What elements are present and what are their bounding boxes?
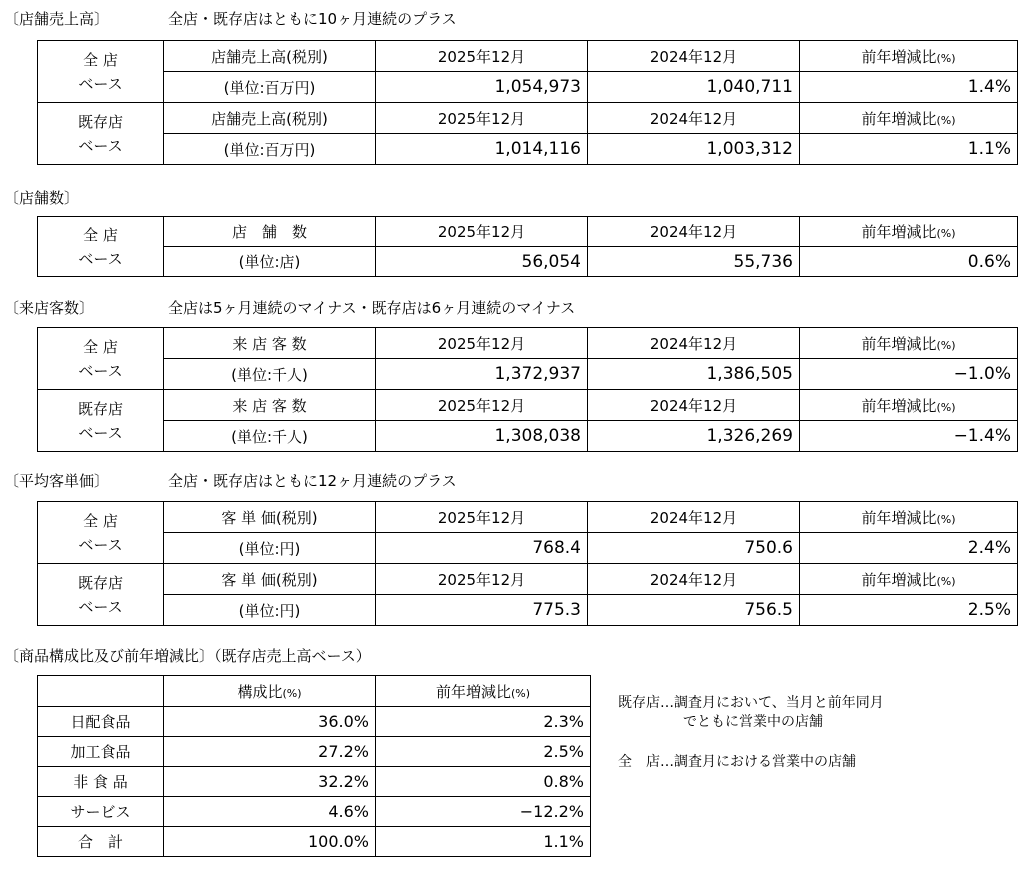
mix-total-share: 100.0% [164, 827, 376, 857]
note-existing-line2: でともに営業中の店舗 [683, 714, 823, 730]
col-yoy-header: 前年増減比(%) [800, 390, 1018, 421]
value-previous: 1,040,711 [588, 72, 800, 103]
value-current: 1,308,038 [376, 421, 588, 452]
col-current-header: 2025年12月 [376, 41, 588, 72]
base-cell: 全 店 ベース [38, 217, 164, 277]
avg-price-table [37, 501, 1018, 626]
value-previous: 750.6 [588, 533, 800, 564]
value-current: 1,372,937 [376, 359, 588, 390]
value-previous: 1,003,312 [588, 134, 800, 165]
metric-label: 店 舗 数 [164, 217, 376, 247]
unit-label: (単位:百万円) [164, 134, 376, 165]
mix-row-label: 加工食品 [38, 737, 164, 767]
col-yoy-header: 前年増減比(%) [800, 564, 1018, 595]
section-subtitle-avg-price: 全店・既存店はともに12ヶ月連続のプラス [168, 472, 457, 490]
col-current-header: 2025年12月 [376, 390, 588, 421]
note-all-stores: 全 店…調査月における営業中の店舗 [618, 754, 856, 770]
base-cell: 全 店 ベース [38, 328, 164, 390]
visitors-table [37, 327, 1018, 452]
note-existing-line1: 既存店…調査月において、当月と前年同月 [618, 695, 884, 711]
mix-row-label: 非 食 品 [38, 767, 164, 797]
col-current-header: 2025年12月 [376, 502, 588, 533]
value-yoy: 1.4% [800, 72, 1018, 103]
base-cell: 全 店 ベース [38, 41, 164, 103]
mix-row-yoy: 2.5% [376, 737, 591, 767]
value-yoy: −1.4% [800, 421, 1018, 452]
base-cell: 既存店 ベース [38, 564, 164, 626]
value-current: 1,014,116 [376, 134, 588, 165]
col-current-header: 2025年12月 [376, 103, 588, 134]
mix-total-yoy: 1.1% [376, 827, 591, 857]
unit-label: (単位:百万円) [164, 72, 376, 103]
value-yoy: 2.5% [800, 595, 1018, 626]
col-current-header: 2025年12月 [376, 564, 588, 595]
unit-label: (単位:千人) [164, 421, 376, 452]
col-previous-header: 2024年12月 [588, 217, 800, 247]
unit-label: (単位:千人) [164, 359, 376, 390]
mix-row-yoy: −12.2% [376, 797, 591, 827]
section-title-product-mix: 〔商品構成比及び前年増減比〕（既存店売上高ベース） [4, 647, 371, 665]
section-subtitle-visitors: 全店は5ヶ月連続のマイナス・既存店は6ヶ月連続のマイナス [168, 299, 576, 317]
metric-label: 来 店 客 数 [164, 328, 376, 359]
col-previous-header: 2024年12月 [588, 502, 800, 533]
unit-label: (単位:円) [164, 533, 376, 564]
metric-label: 店舗売上高(税別) [164, 103, 376, 134]
unit-label: (単位:円) [164, 595, 376, 626]
section-title-avg-price: 〔平均客単価〕 [4, 472, 110, 490]
value-previous: 1,326,269 [588, 421, 800, 452]
col-current-header: 2025年12月 [376, 328, 588, 359]
metric-label: 客 単 価(税別) [164, 564, 376, 595]
base-cell: 既存店 ベース [38, 390, 164, 452]
col-previous-header: 2024年12月 [588, 328, 800, 359]
unit-label: (単位:店) [164, 247, 376, 277]
mix-row-share: 32.2% [164, 767, 376, 797]
col-yoy-header: 前年増減比(%) [800, 328, 1018, 359]
mix-row-label: 日配食品 [38, 707, 164, 737]
metric-label: 店舗売上高(税別) [164, 41, 376, 72]
sales-table [37, 40, 1018, 165]
value-previous: 1,386,505 [588, 359, 800, 390]
col-previous-header: 2024年12月 [588, 564, 800, 595]
mix-header-yoy: 前年増減比(%) [376, 676, 591, 707]
stores-table [37, 216, 1018, 277]
value-current: 56,054 [376, 247, 588, 277]
metric-label: 来 店 客 数 [164, 390, 376, 421]
mix-row-label: サービス [38, 797, 164, 827]
col-yoy-header: 前年増減比(%) [800, 502, 1018, 533]
value-yoy: 2.4% [800, 533, 1018, 564]
section-title-visitors: 〔来店客数〕 [4, 299, 95, 317]
mix-row-yoy: 2.3% [376, 707, 591, 737]
mix-row-share: 36.0% [164, 707, 376, 737]
value-current: 768.4 [376, 533, 588, 564]
value-yoy: −1.0% [800, 359, 1018, 390]
col-previous-header: 2024年12月 [588, 103, 800, 134]
mix-header-blank [38, 676, 164, 707]
section-subtitle-sales: 全店・既存店はともに10ヶ月連続のプラス [168, 10, 457, 28]
mix-total-label: 合 計 [38, 827, 164, 857]
metric-label: 客 単 価(税別) [164, 502, 376, 533]
value-previous: 55,736 [588, 247, 800, 277]
section-title-stores: 〔店舗数〕 [4, 189, 80, 207]
mix-row-yoy: 0.8% [376, 767, 591, 797]
col-previous-header: 2024年12月 [588, 41, 800, 72]
value-yoy: 0.6% [800, 247, 1018, 277]
col-yoy-header: 前年増減比(%) [800, 103, 1018, 134]
col-yoy-header: 前年増減比(%) [800, 217, 1018, 247]
value-previous: 756.5 [588, 595, 800, 626]
col-current-header: 2025年12月 [376, 217, 588, 247]
product-mix-table [37, 675, 591, 857]
value-current: 775.3 [376, 595, 588, 626]
section-title-sales: 〔店舗売上高〕 [4, 10, 110, 28]
value-yoy: 1.1% [800, 134, 1018, 165]
base-cell: 全 店 ベース [38, 502, 164, 564]
col-yoy-header: 前年増減比(%) [800, 41, 1018, 72]
mix-header-share: 構成比(%) [164, 676, 376, 707]
value-current: 1,054,973 [376, 72, 588, 103]
col-previous-header: 2024年12月 [588, 390, 800, 421]
base-cell: 既存店 ベース [38, 103, 164, 165]
mix-row-share: 4.6% [164, 797, 376, 827]
mix-row-share: 27.2% [164, 737, 376, 767]
